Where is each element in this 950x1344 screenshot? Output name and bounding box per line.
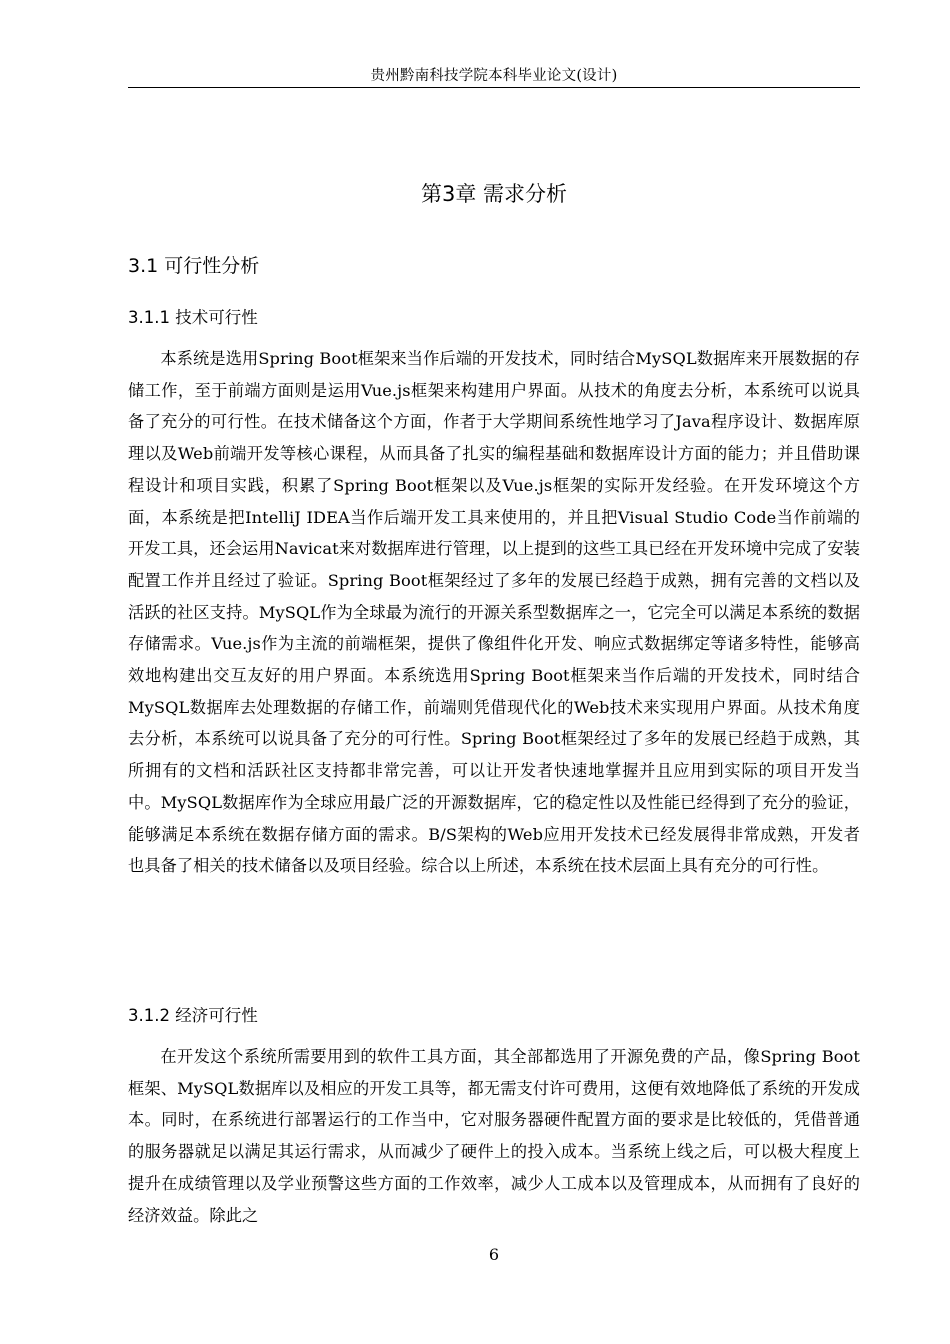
running-header: 贵州黔南科技学院本科毕业论文(设计) <box>128 66 860 88</box>
section-heading-3-1: 3.1 可行性分析 <box>128 255 260 277</box>
page-number: 6 <box>488 1245 500 1264</box>
section-heading-3-1-2: 3.1.2 经济可行性 <box>128 1006 258 1025</box>
chapter-title: 第3章 需求分析 <box>420 182 568 206</box>
section-heading-3-1-1: 3.1.1 技术可行性 <box>128 308 258 327</box>
paragraph-economic-feasibility: 在开发这个系统所需要用到的软件工具方面，其全部都选用了开源免费的产品，像Spring Boot框架、MySQL数据库以及相应的开发工具等，都无需支付许可费用，这便有效地降低了系统的开发成本。同时，在系统进行部署运行的工作当中，它对服务器硬件配置方面的要求是比较低的，凭借普通的服务器就足以满足其运行需求，从而减少了硬件上的投入成本。当系统上线之后，可以极大程度上提升在成绩管理以及学业预警这些方面的工作效率，减少人工成本以及管理成本，从而拥有了良好的经济效益。除此之 <box>128 1047 860 1225</box>
paragraph-technical-feasibility: 本系统是选用Spring Boot框架来当作后端的开发技术，同时结合MySQL数据库来开展数据的存储工作，至于前端方面则是运用Vue.js框架来构建用户界面。从技术的角度去分析，本系统可以说具备了充分的可行性。在技术储备这个方面，作者于大学期间系统性地学习了Java程序设计、数据库原理以及Web前端开发等核心课程，从而具备了扎实的编程基础和数据库设计方面的能力；并且借助课程设计和项目实践，积累了Spring Boot框架以及Vue.js框架的实际开发经验。在开发环境这个方面，本系统是把IntelliJ IDEA当作后端开发工具来使用的，并且把Visual Studio Code当作前端的开发工具，还会运用Navicat来对数据库进行管理，以上提到的这些工具已经在开发环境中完成了安装配置工作并且经过了验证。Spring Boot框架经过了多年的发展已经趋于成熟，拥有完善的文档以及活跃的社区支持。MySQL作为全球最为流行的开源关系型数据库之一，它完全可以满足本系统的数据存储需求。Vue.js作为主流的前端框架，提供了像组件化开发、响应式数据绑定等诸多特性，能够高效地构建出交互友好的用户界面。本系统选用Spring Boot框架来当作后端的开发技术，同时结合MySQL数据库去处理数据的存储工作，前端则凭借现代化的Web技术来实现用户界面。从技术角度去分析，本系统可以说具备了充分的可行性。Spring Boot框架经过了多年的发展已经趋于成熟，其所拥有的文档和活跃社区支持都非常完善，可以让开发者快速地掌握并且应用到实际的项目开发当中。MySQL数据库作为全球应用最广泛的开源数据库，它的稳定性以及性能已经得到了充分的验证，能够满足本系统在数据存储方面的需求。B/S架构的Web应用开发技术已经发展得非常成熟，开发者也具备了相关的技术储备以及项目经验。综合以上所述，本系统在技术层面上具有充分的可行性。 <box>128 349 860 876</box>
